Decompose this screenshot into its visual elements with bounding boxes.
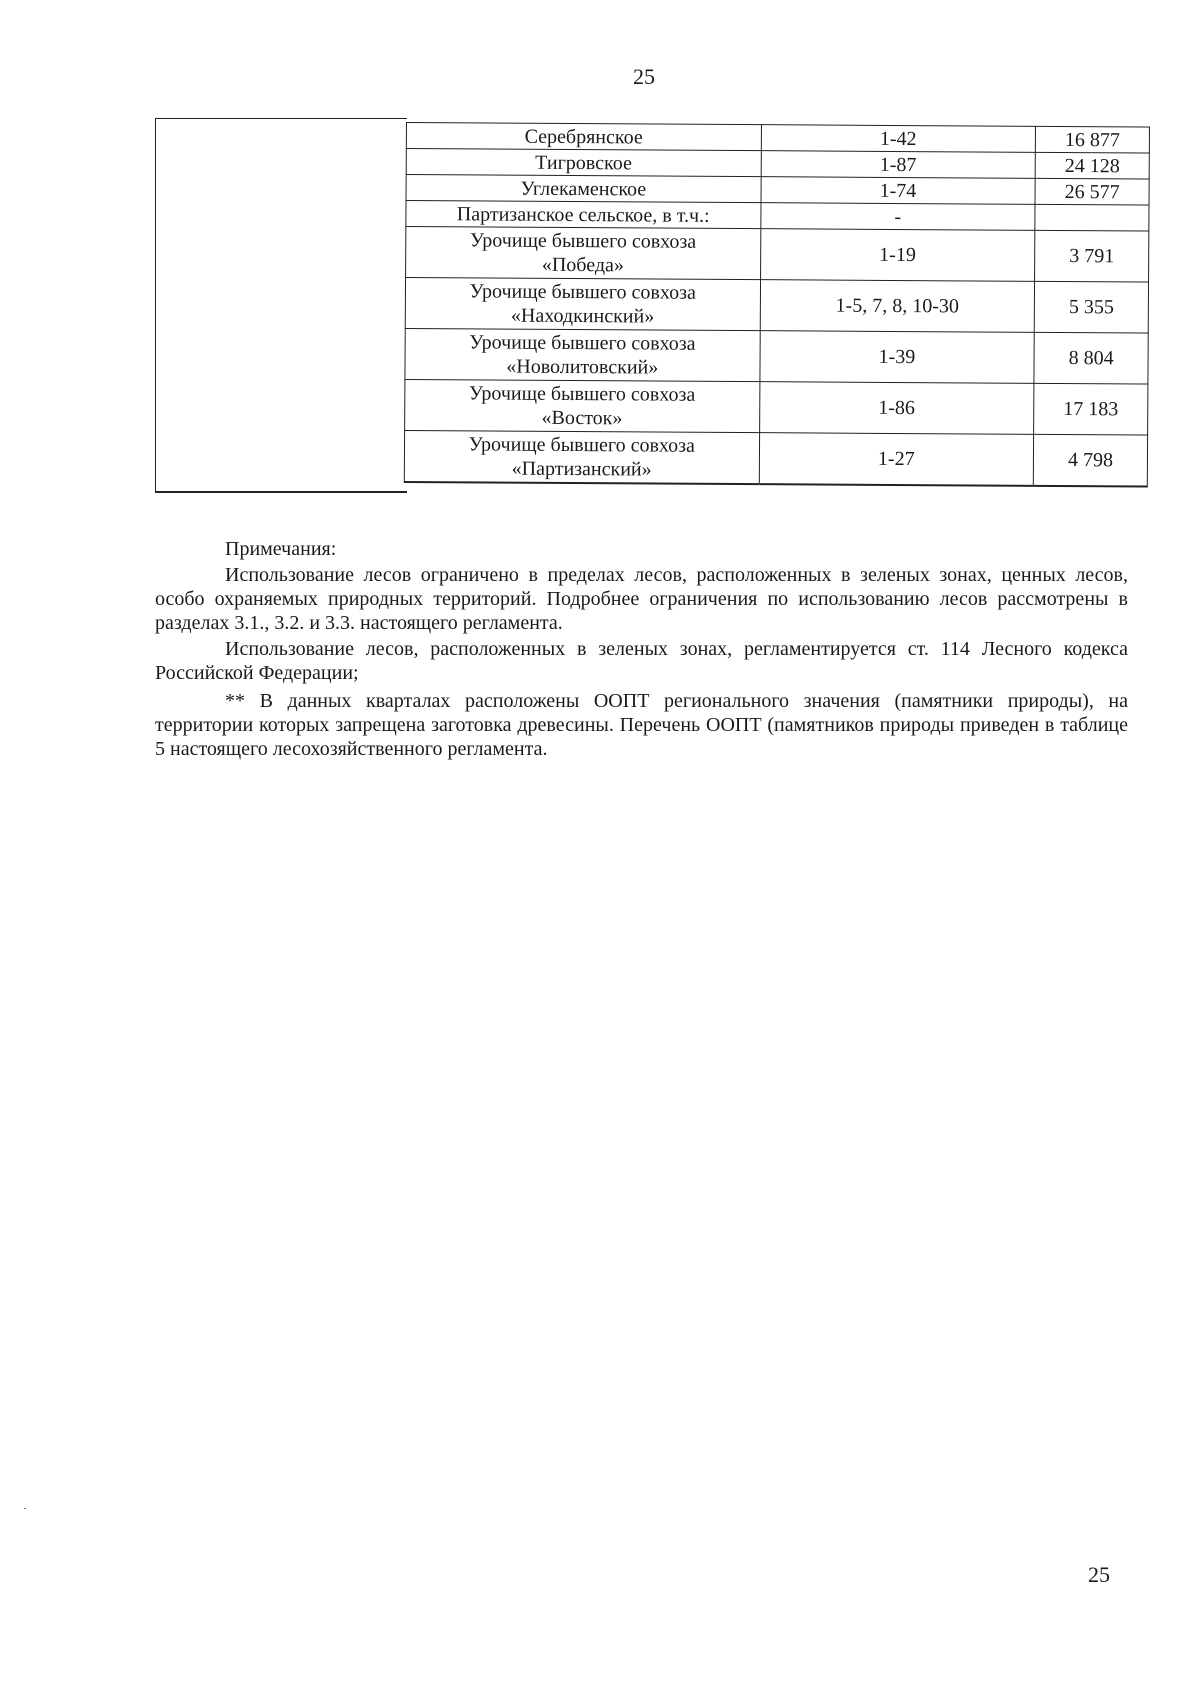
area-value: 5 355 — [1034, 281, 1148, 333]
quarter-numbers: 1-42 — [761, 125, 1036, 153]
area-value: 4 798 — [1033, 434, 1147, 486]
quarter-numbers: 1-27 — [759, 433, 1034, 486]
quarter-numbers: 1-39 — [759, 331, 1034, 384]
notes-paragraph-3: ** В данных кварталах расположены ООПТ регионального значения (памятники природы), на территории которых запрещена заготовка древесины. Перечень ООПТ (памятников природы приведен в таблице 5 настоящего лесохозяйственного регламента. — [155, 690, 1128, 760]
quarter-numbers: 1-86 — [759, 382, 1034, 435]
name-line-1: Урочище бывшего совхоза — [468, 433, 696, 457]
table-row — [404, 430, 1147, 486]
quarter-numbers: 1-87 — [761, 151, 1036, 179]
table-left-empty-cell — [155, 118, 407, 493]
name-line-1: Урочище бывшего совхоза — [468, 382, 696, 406]
forest-area-name: Углекаменское — [406, 175, 761, 203]
forest-area-name — [405, 278, 760, 331]
area-value: 8 804 — [1034, 332, 1148, 384]
forest-area-name — [405, 379, 760, 432]
quarter-numbers: 1-19 — [760, 229, 1035, 282]
area-value — [1035, 204, 1149, 231]
page-number-bottom: 25 — [1088, 1562, 1110, 1587]
area-value: 26 577 — [1035, 178, 1149, 205]
table-row — [406, 227, 1149, 283]
forest-area-name: Партизанское сельское, в т.ч.: — [406, 201, 761, 229]
quarter-numbers: 1-74 — [761, 177, 1036, 205]
quarter-numbers: 1-5, 7, 8, 10-30 — [760, 280, 1035, 333]
name-line-2: «Новолитовский» — [506, 355, 659, 379]
forest-area-name: Серебрянское — [406, 123, 761, 151]
table-row — [405, 328, 1148, 384]
page-number-top: 25 — [633, 64, 655, 89]
name-line-1: Урочище бывшего совхоза — [469, 331, 696, 355]
name-line-1: Урочище бывшего совхоза — [469, 229, 697, 253]
area-value: 16 877 — [1035, 126, 1149, 153]
forest-area-name — [404, 430, 759, 484]
name-line-2: «Победа» — [541, 253, 624, 277]
quarter-numbers: - — [760, 203, 1035, 231]
name-line-2: «Партизанский» — [511, 457, 652, 481]
area-value: 17 183 — [1034, 383, 1148, 435]
name-line-1: Урочище бывшего совхоза — [469, 280, 696, 304]
scan-speck — [24, 1508, 26, 1509]
forest-area-name — [405, 328, 760, 381]
notes-section — [155, 537, 1128, 761]
notes-paragraph-1: Использование лесов ограничено в пределах лесов, расположенных в зеленых зонах, ценных лесов, особо охраняемых природных территорий. Подробнее ограничения по использованию лесов рассмотрены в разделах 3.1., 3.2. и 3.3. настоящего регламента. — [155, 564, 1128, 634]
notes-paragraph-2: Использование лесов, расположенных в зеленых зонах, регламентируется ст. 114 Лесного кодекса Российской Федерации; — [155, 638, 1128, 684]
area-value: 3 791 — [1035, 230, 1149, 282]
table-row — [405, 379, 1148, 435]
notes-heading: Примечания: — [225, 538, 337, 560]
forest-area-name: Тигровское — [406, 149, 761, 177]
name-line-2: «Восток» — [541, 406, 623, 430]
area-value: 24 128 — [1035, 152, 1149, 179]
forest-area-name — [406, 227, 761, 280]
forest-areas-table — [404, 122, 1150, 488]
name-line-2: «Находкинский» — [510, 304, 655, 328]
table-row — [405, 278, 1148, 334]
